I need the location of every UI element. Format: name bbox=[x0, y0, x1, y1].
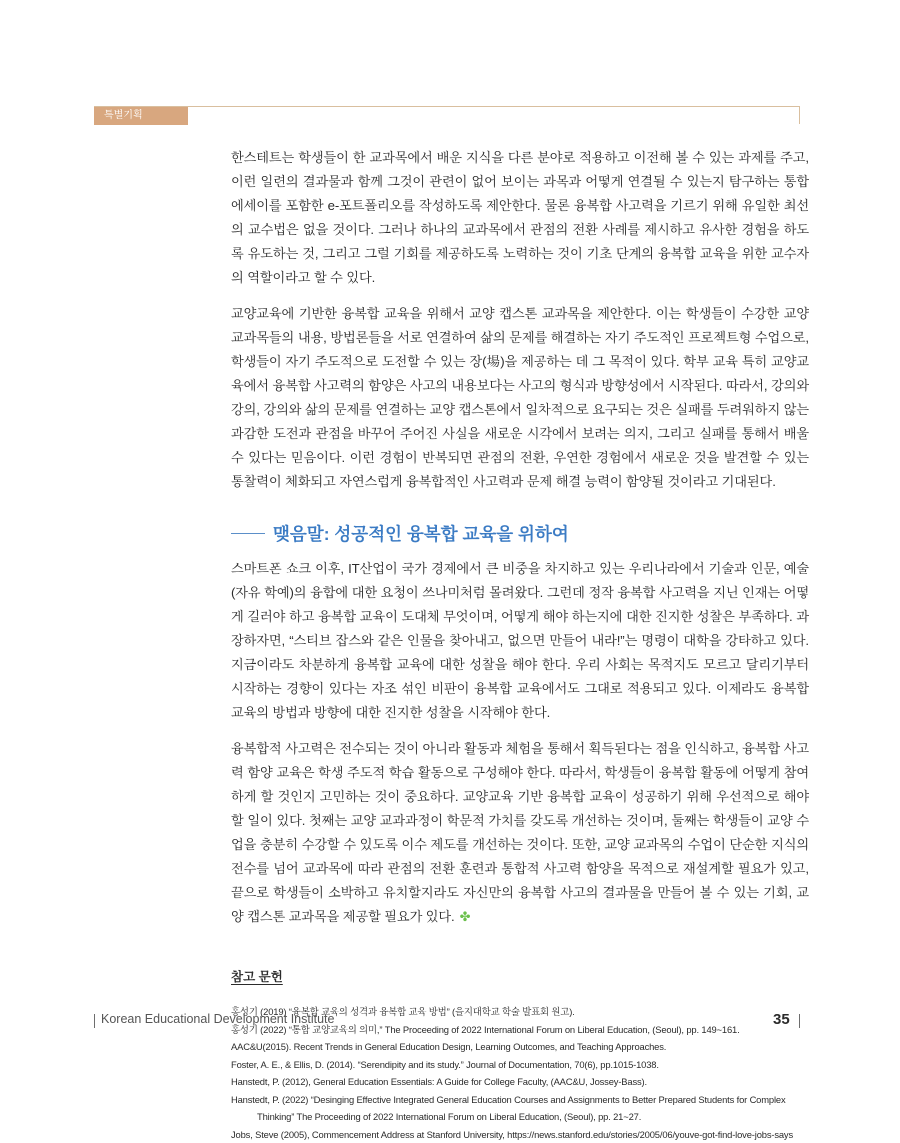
heading-text: 맺음말: 성공적인 융복합 교육을 위하여 bbox=[273, 521, 569, 546]
header-rule-end bbox=[799, 106, 800, 124]
section-heading bbox=[231, 521, 809, 546]
reference-item-continued: Thinking” The Proceeding of 2022 International Forum on Liberal Education, (Seoul), pp. 21~27. bbox=[231, 1108, 809, 1126]
publisher-name: Korean Educational Development Institute bbox=[101, 1012, 334, 1026]
clover-icon: ✤ bbox=[460, 909, 471, 924]
references-title: 참고 문헌 bbox=[231, 967, 809, 985]
page-number: 35 bbox=[773, 1011, 790, 1028]
body-paragraph: 한스테트는 학생들이 한 교과목에서 배운 지식을 다른 분야로 적용하고 이전해 볼 수 있는 과제를 주고, 이런 일련의 결과물과 함께 그것이 관련이 없어 보이는 과목과 어떻게 연결될 수 있는지 탐구하는 통합 에세이를 포함한 e-포트폴리오를 작성하도록 제안한다. 물론 융복합 사고력을 기르기 위해 유일한 최선의 교수법은 없을 것이다. 그러나 하나의 교과목에서 관점의 전환 사례를 제시하고 유사한 경험을 하도록 유도하는 것, 그리고 그럴 기회를 제공하도록 노력하는 것이 기초 단계의 융복합 교육을 위한 교수자의 역할이라고 할 수 있다. bbox=[231, 146, 809, 290]
header-rule bbox=[94, 106, 800, 107]
conclusion-text: 융복합적 사고력은 전수되는 것이 아니라 활동과 체험을 통해서 획득된다는 점을 인식하고, 융복합 사고력 함양 교육은 학생 주도적 학습 활동으로 구성해야 한다. 따라서, 학생들이 융복합 활동에 어떻게 참여하게 할 것인지 고민하는 것이 중요하다. 교양교육 기반 융복합 교육이 성공하기 위해 우선적으로 해야 할 일이 있다. 첫째는 교양 교과과정이 학문적 가치를 갖도록 개선하는 것이며, 둘째는 학생들이 교양 수업을 충분히 수강할 수 있도록 이수 제도를 개선하는 것이다. 또한, 교양 교과목의 수업이 단순한 지식의 전수를 넘어 교과목에 따라 관점의 전환 훈련과 통합적 사고력 함양을 목적으로 재설계할 필요가 있고, 끝으로 학생들이 소박하고 유치할지라도 자신만의 융복합 사고의 결과물을 만들어 볼 수 있는 기회, 교양 캡스톤 교과목을 제공할 필요가 있다. bbox=[231, 741, 809, 924]
conclusion-paragraph: 스마트폰 쇼크 이후, IT산업이 국가 경제에서 큰 비중을 차지하고 있는 우리나라에서 기술과 인문, 예술(자유 학예)의 융합에 대한 요청이 쓰나미처럼 몰려왔다. 그런데 정작 융복합 사고력을 지닌 인재는 어떻게 길러야 하고 융복합 교육이 도대체 무엇이며, 어떻게 해야 하는지에 대한 진지한 성찰은 부족하다. 과장하자면, “스티브 잡스와 같은 인물을 찾아내고, 없으면 만들어 내라!”는 명령이 대학을 강타하고 있다. 지금이라도 차분하게 융복합 교육에 대한 성찰을 해야 한다. 우리 사회는 목적지도 모르고 달리기부터 시작하는 경향이 있다는 자조 섞인 비판이 융복합 교육에서도 그대로 적용되고 있다. 이제라도 융복합 교육의 방법과 방향에 대한 진지한 성찰을 시작해야 한다. bbox=[231, 557, 809, 725]
footer-rule-right bbox=[799, 1014, 800, 1028]
reference-item: 홍성기 (2019) “융복합 교육의 성격과 융복합 교육 방법” (을지대학교 학술 발표회 원고). bbox=[231, 1003, 809, 1021]
conclusion-paragraph bbox=[231, 737, 809, 929]
body-paragraph: 교양교육에 기반한 융복합 교육을 위해서 교양 캡스톤 교과목을 제안한다. 이는 학생들이 수강한 교양 교과목들의 내용, 방법론들을 서로 연결하여 삶의 문제를 해결하는 자기 주도적인 프로젝트형 수업으로, 학생들이 자기 주도적으로 도전할 수 있는 장(場)을 제공하는 데 그 목적이 있다. 학부 교육 특히 교양교육에서 융복합 사고력의 함양은 사고의 내용보다는 사고의 형식과 방향성에서 시작된다. 따라서, 강의와 강의, 강의와 삶의 문제를 연결하는 교양 캡스톤에서 일차적으로 요구되는 것은 실패를 두려워하지 않는 과감한 도전과 관점을 바꾸어 주어진 사실을 새로운 시각에서 보려는 의지, 그리고 실패를 통해서 배울 수 있다는 믿음이다. 이런 경험이 반복되면 관점의 전환, 우연한 경험에서 새로운 것을 발견할 수 있는 통찰력이 체화되고 자연스럽게 융복합적인 사고력과 문제 해결 능력이 함양될 것이라고 기대된다. bbox=[231, 302, 809, 494]
reference-item: AAC&U(2015). Recent Trends in General Education Design, Learning Outcomes, and Teaching Approaches. bbox=[231, 1038, 809, 1056]
section-label: 특별기획 bbox=[94, 107, 188, 125]
reference-item: Foster, A. E., & Ellis, D. (2014). “Serendipity and its study.” Journal of Documentation, 70(6), pp.1015-1038. bbox=[231, 1056, 809, 1074]
article-body bbox=[231, 146, 809, 1143]
reference-item: Jobs, Steve (2005), Commencement Address at Stanford University, https://news.stanford.edu/stories/2005/06/youve-got-find-love-jobs-says bbox=[231, 1126, 809, 1143]
reference-item: Hanstedt, P. (2022) “Desinging Effective Integrated General Education Courses and Assignments to Better Prepared Students for Complex bbox=[231, 1091, 809, 1109]
reference-item: 홍성기 (2022) “통합 교양교육의 의미,” The Proceeding of 2022 International Forum on Liberal Education, (Seoul), pp. 149~161. bbox=[231, 1021, 809, 1039]
heading-rule bbox=[231, 533, 265, 534]
reference-item: Hanstedt, P. (2012), General Education Essentials: A Guide for College Faculty, (AAC&U, Jossey-Bass). bbox=[231, 1073, 809, 1091]
footer-rule-left bbox=[94, 1014, 95, 1028]
